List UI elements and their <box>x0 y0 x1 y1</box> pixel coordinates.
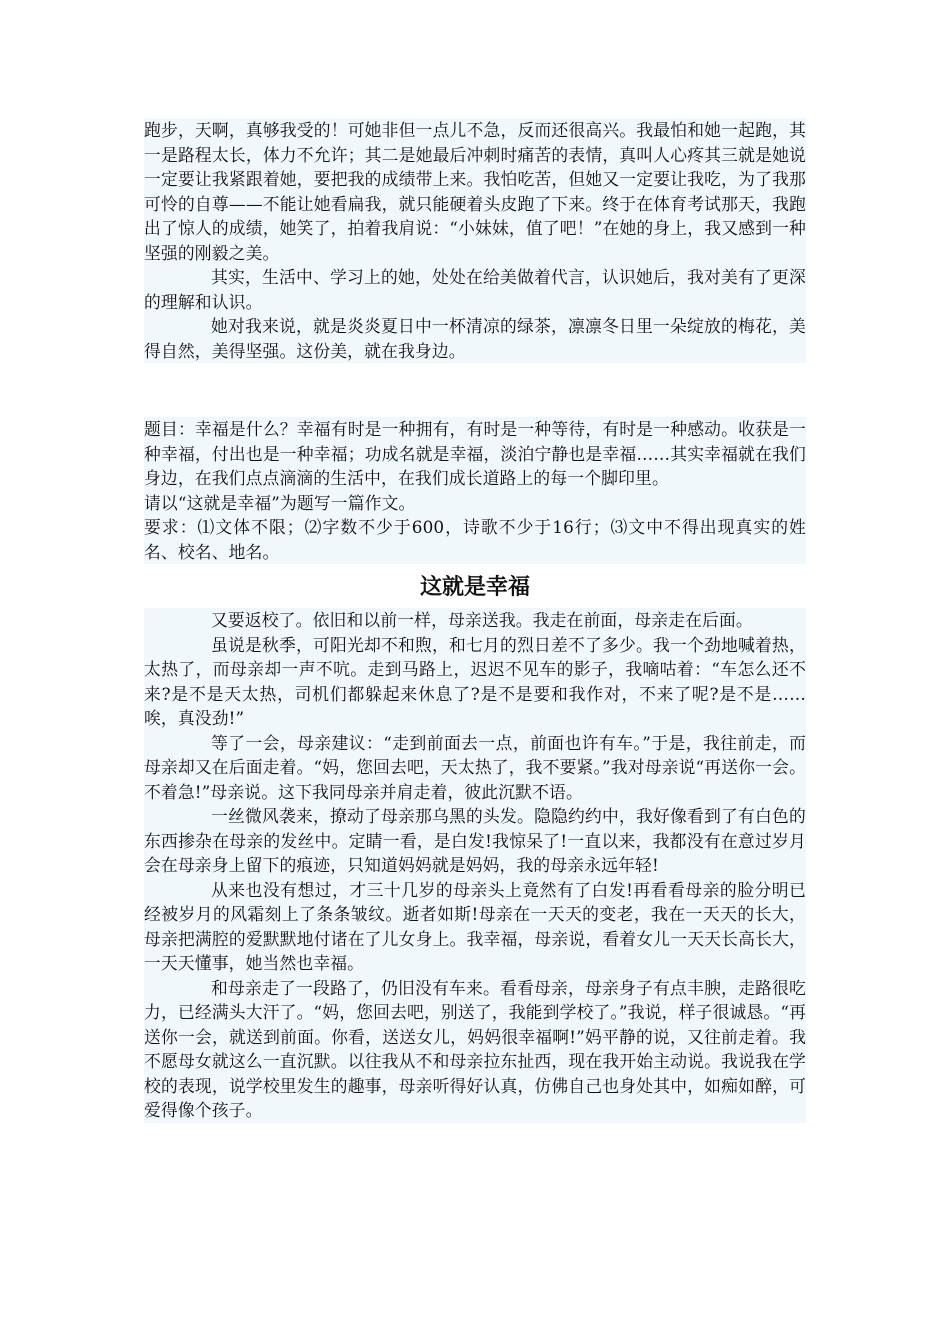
section-gap <box>144 363 806 417</box>
writing-prompt <box>144 417 806 564</box>
body-paragraph: 跑步，天啊，真够我受的！可她非但一点儿不急，反而还很高兴。我最怕和她一起跑，其一是路程太长，体力不允许；其二是她最后冲刺时痛苦的表情，真叫人心疼其三就是她说一定要让我紧跟着她，要把我的成绩带上来。我怕吃苦，但她又一定要让我吃，为了我那可怜的自尊——不能让她看扁我，就只能硬着头皮跑了下来。终于在体育考试那天，我跑出了惊人的成绩，她笑了，拍着我肩说：“小妹妹，值了吧！”在她的身上，我又感到一种坚强的刚毅之美。 <box>144 120 806 263</box>
prompt-requirements: 要求：⑴文体不限；⑵字数不少于600，诗歌不少于16行；⑶文中不得出现真实的姓名、校名、地名。 <box>144 517 806 562</box>
body-paragraph: 和母亲走了一段路了，仍旧没有车来。看看母亲，母亲身子有点丰腴，走路很吃力，已经满头大汗了。“妈，您回去吧，别送了，我能到学校了。”我说，样子很诚恳。“再送你一会，就送到前面。你看，送送女儿，妈妈很幸福啊!”妈平静的说，又往前走着。我不愿母女就这么一直沉默。以往我从不和母亲拉东扯西，现在我开始主动说。我说我在学校的表现，说学校里发生的趣事，母亲听得好认真，仿佛自己也身处其中，如痴如醉，可爱得像个孩子。 <box>144 977 806 1120</box>
previous-essay-ending <box>144 118 806 363</box>
document-page <box>144 118 806 1123</box>
essay-title: 这就是幸福 <box>144 564 806 608</box>
body-paragraph: 一丝微风袭来，撩动了母亲那乌黑的头发。隐隐约约中，我好像看到了有白色的东西掺杂在母亲的发丝中。定睛一看，是白发!我惊呆了!一直以来，我都没有在意过岁月会在母亲身上留下的痕迹，只知道妈妈就是妈妈，我的母亲永远年轻! <box>144 806 806 875</box>
body-paragraph: 其实，生活中、学习上的她，处处在给美做着代言，认识她后，我对美有了更深的理解和认识。 <box>144 267 806 312</box>
prompt-instruction: 请以“这就是幸福”为题写一篇作文。 <box>144 492 416 513</box>
body-paragraph: 虽说是秋季，可阳光却不和煦，和七月的烈日差不了多少。我一个劲地喊着热，太热了，而母亲却一声不吭。走到马路上，迟迟不见车的影子，我嘀咕着：“车怎么还不来?是不是天太热，司机们都躲起来休息了?是不是要和我作对，不来了呢?是不是……唉，真没劲!” <box>144 634 806 728</box>
body-paragraph: 她对我来说，就是炎炎夏日中一杯清凉的绿茶，凛凛冬日里一朵绽放的梅花，美得自然，美得坚强。这份美，就在我身边。 <box>144 316 806 361</box>
essay-body <box>144 608 806 1123</box>
body-paragraph: 从来也没有想过，才三十几岁的母亲头上竟然有了白发!再看看母亲的脸分明已经被岁月的风霜刻上了条条皱纹。逝者如斯!母亲在一天天的变老，我在一天天的长大，母亲把满腔的爱默默地付诸在了儿女身上。我幸福，母亲说，看着女儿一天天长高长大，一天天懂事，她当然也幸福。 <box>144 879 806 973</box>
body-paragraph: 又要返校了。依旧和以前一样，母亲送我。我走在前面，母亲走在后面。 <box>211 610 753 630</box>
prompt-question: 题目：幸福是什么？幸福有时是一种拥有，有时是一种等待，有时是一种感动。收获是一种幸福，付出也是一种幸福；功成名就是幸福，淡泊宁静也是幸福……其实幸福就在我们身边，在我们点点滴滴的生活中，在我们成长道路上的每一个脚印里。 <box>144 419 806 488</box>
body-paragraph: 等了一会，母亲建议：“走到前面去一点，前面也许有车。”于是，我往前走，而母亲却又在后面走着。“妈，您回去吧，天太热了，我不要紧。”我对母亲说“再送你一会。不着急!”母亲说。这下我同母亲并肩走着，彼此沉默不语。 <box>144 732 806 802</box>
